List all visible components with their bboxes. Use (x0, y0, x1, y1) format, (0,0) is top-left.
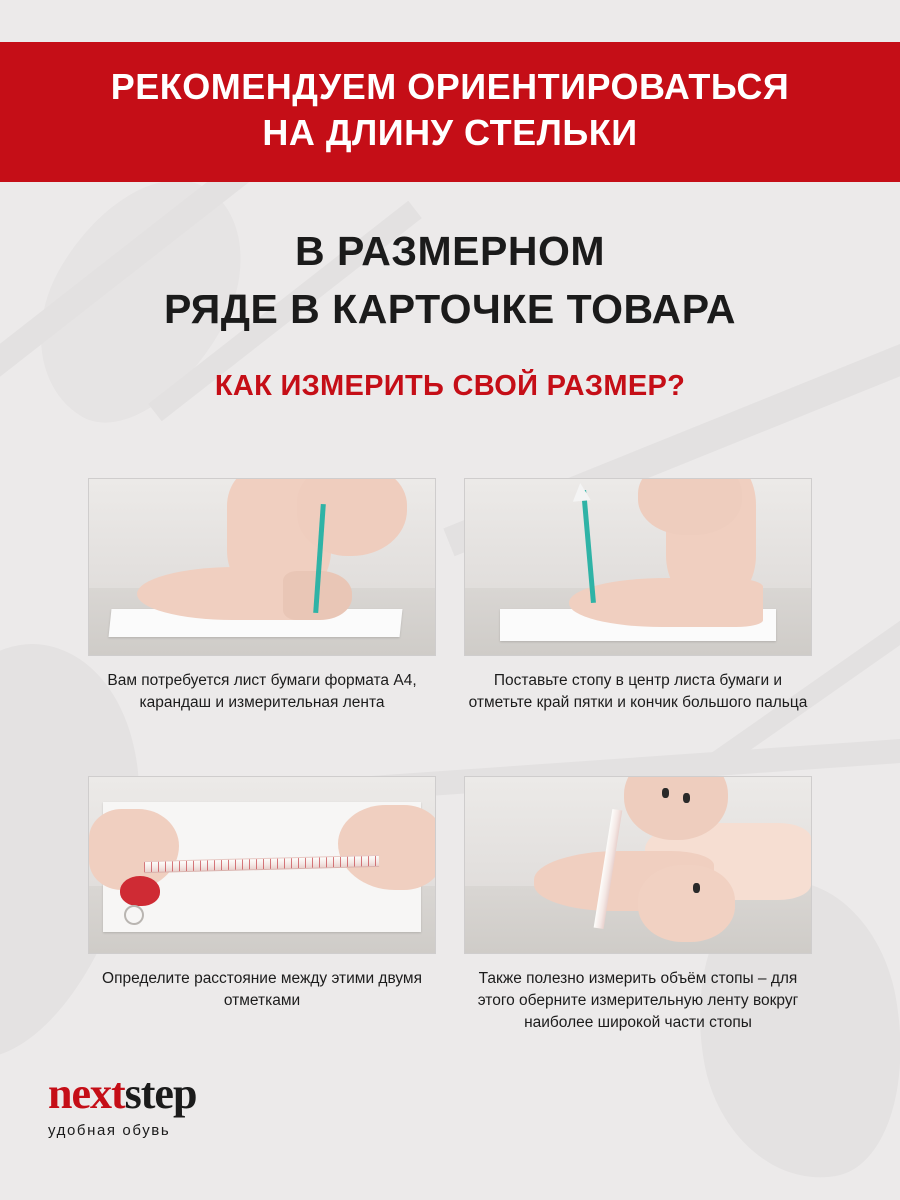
nail-icon (693, 883, 700, 893)
nail-icon (662, 788, 669, 798)
step-item-3 (88, 776, 436, 1064)
heading-block (0, 222, 900, 403)
brand-logo (48, 1069, 197, 1139)
logo-wordmark (48, 1069, 197, 1118)
step-1-photo (88, 478, 436, 656)
step-2-caption: Поставьте стопу в центр листа бумаги и отметьте край пятки и кончик большого пальца (468, 672, 808, 711)
logo-part-next: next (48, 1069, 125, 1118)
tape-case-icon (120, 876, 160, 906)
step-4-caption: Также полезно измерить объём стопы – для этого оберните измерительную ленту вокруг наиболее широкой части стопы (477, 970, 799, 1031)
heading-line-1: В РАЗМЕРНОМ (294, 228, 606, 274)
step-3-photo (88, 776, 436, 954)
recommendation-banner (0, 42, 900, 182)
pencil-tip-icon (571, 482, 591, 502)
foot-shape (569, 578, 763, 627)
step-item-4 (464, 776, 812, 1064)
heading-line-2: РЯДЕ В КАРТОЧКЕ ТОВАРА (163, 286, 737, 333)
tape-ring-icon (124, 905, 144, 925)
logo-tagline: удобная обувь (48, 1122, 171, 1139)
heading-question: КАК ИЗМЕРИТЬ СВОЙ РАЗМЕР? (214, 370, 686, 403)
logo-part-step: step (124, 1069, 197, 1118)
steps-grid (0, 478, 900, 1064)
lower-hand-shape (638, 865, 735, 942)
banner-line-1: РЕКОМЕНДУЕМ ОРИЕНТИРОВАТЬСЯ (110, 66, 790, 107)
nail-icon (683, 793, 690, 803)
step-item-1 (88, 478, 436, 766)
step-item-2 (464, 478, 812, 766)
banner-line-2: НА ДЛИНУ СТЕЛЬКИ (262, 112, 638, 154)
step-2-photo (464, 478, 812, 656)
step-3-caption: Определите расстояние между этими двумя отметками (102, 970, 422, 1009)
step-1-caption: Вам потребуется лист бумаги формата А4, карандаш и измерительная лента (107, 672, 417, 711)
step-4-photo (464, 776, 812, 954)
